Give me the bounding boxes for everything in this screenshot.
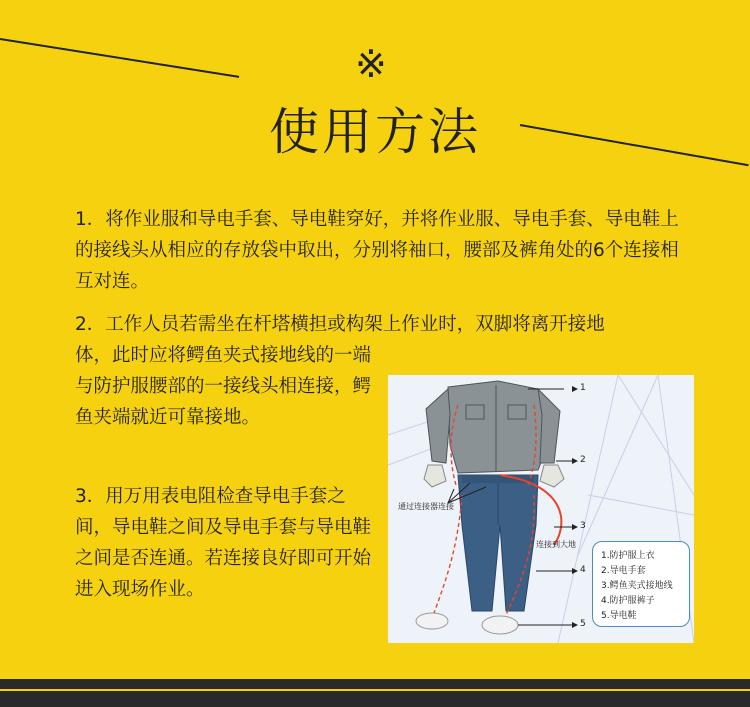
- ground-label: 连接到大地: [536, 540, 576, 549]
- step-3-text: 3．用万用表电阻检查导电手套之间，导电鞋之间及导电手套与导电鞋之间是否连通。若连接良好即可开始进入现场作业。: [75, 486, 372, 600]
- page-title: 使用方法: [269, 103, 481, 161]
- bottom-stripe: [0, 689, 750, 691]
- figure-number-3: 3: [580, 521, 586, 531]
- figure-number-1: 1: [580, 383, 586, 393]
- jacket-shape: [426, 381, 560, 473]
- ornament-icon: ※: [355, 42, 387, 86]
- step-2-intro-text: 2．工作人员若需坐在杆塔横担或构架上作业时，双脚将离开接地: [75, 314, 605, 335]
- bottom-bar: [0, 679, 750, 707]
- decorative-line-left: [0, 38, 239, 78]
- step-2-text: 体，此时应将鳄鱼夹式接地线的一端与防护服腰部的一接线头相连接，鳄鱼夹端就近可靠接地。: [75, 345, 372, 428]
- pants-shape: [458, 475, 538, 611]
- shoes-shape: [416, 613, 518, 634]
- protective-suit-diagram: [388, 375, 694, 643]
- connector-label: 通过连接器连接: [398, 502, 454, 511]
- legend-item-shoes: 5.导电鞋: [601, 611, 637, 621]
- legend-item-gloves: 2.导电手套: [601, 566, 646, 576]
- pointer-arrows: [572, 386, 578, 628]
- figure-number-2: 2: [580, 455, 586, 465]
- figure-number-4: 4: [580, 565, 586, 575]
- legend-item-jacket: 1.防护服上衣: [601, 551, 655, 561]
- step-1-text: 1．将作业服和导电手套、导电鞋穿好，并将作业服、导电手套、导电鞋上的接线头从相应的存放袋中取出，分别将袖口，腰部及裤角处的6个连接相互对连。: [75, 209, 679, 292]
- legend-item-pants: 4.防护服裤子: [601, 596, 655, 606]
- legend-box: [592, 541, 690, 627]
- legend-item-ground-wire: 3.鳄鱼夹式接地线: [601, 581, 673, 591]
- figure-number-5: 5: [580, 619, 586, 629]
